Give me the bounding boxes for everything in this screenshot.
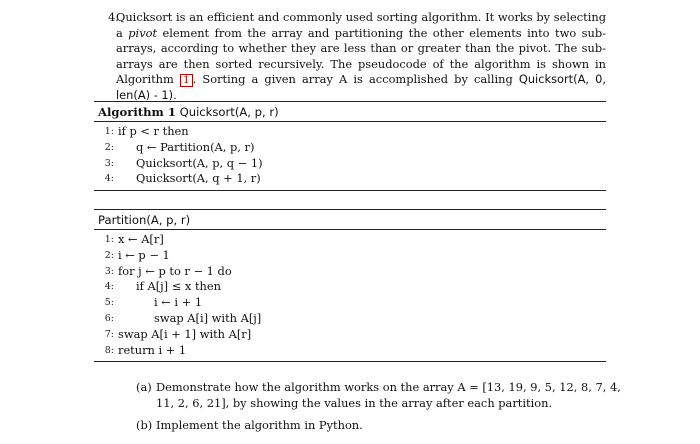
line-number: 3: [104,265,114,277]
code-line [94,327,606,343]
code-line [94,248,606,264]
line-number: 4: [104,173,114,185]
algorithm-1-box [94,101,606,191]
problem-text-3: . Sorting a given array A is accomplished by calling [192,72,519,87]
code-line [94,295,606,311]
code-text: swap A[i + 1] with A[r] [118,326,252,341]
code-line [94,156,606,172]
code-text: q ← Partition(A, p, r) [136,139,255,154]
line-number: 1: [104,234,114,245]
sub-question-text: Demonstrate how the algorithm works on the array A = [13, 19, 9, 5, 12, 8, 7, 4, 11, 2, 6, 21], by showing the values in the array after each partition. [156,380,621,410]
line-number: 6: [104,312,114,324]
code-text: if A[j] ≤ x then [136,279,221,294]
problem-text [116,10,606,104]
bottom-rule [94,361,606,362]
code-text: i ← i + 1 [154,295,203,310]
code-text: Quicksort(A, p, q − 1) [136,155,263,170]
algorithm-1-caption [94,102,606,121]
code-line [94,311,606,327]
sub-question-text: Implement the algorithm in Python. [156,418,363,433]
problem-statement [108,10,606,104]
code-text: if p < r then [118,124,189,138]
code-text: Quicksort(A, q + 1, r) [136,171,261,186]
sub-question-label: (b) [136,418,153,433]
code-text: for j ← p to r − 1 do [118,263,232,278]
line-number: 8: [104,344,114,356]
code-line [94,279,606,295]
line-number: 7: [104,328,114,340]
bottom-rule [94,190,606,191]
line-number: 2: [104,141,114,153]
partition-caption [94,210,606,229]
code-text: swap A[i] with A[j] [154,310,262,325]
sub-question [136,418,636,434]
partition-box [94,209,606,362]
problem-text-2: element from the array and partitioning the other elements into two sub-arrays, according to whether they are less than or greater than the pivot. The sub-arrays are then sorted recursively. The pseudocode of the algorithm is shown in Algorithm [116,25,606,87]
problem-text-1: Quicksort is an efficient and commonly used sorting algorithm. It works by selecting a [116,10,606,40]
code-text: return i + 1 [118,342,187,357]
code-text: i ← p − 1 [118,247,170,262]
sub-question-label: (a) [136,380,152,394]
partition-signature: Partition(A, p, r) [98,213,191,227]
algorithm-1-lines [94,122,606,190]
sub-question [136,380,636,411]
line-number: 4: [104,281,114,293]
pivot-word: pivot [128,25,158,40]
code-line [94,264,606,280]
sub-questions [136,380,636,441]
code-line [94,343,606,359]
line-number: 2: [104,249,114,261]
algorithm-1-signature: Quicksort(A, p, r) [179,105,279,119]
problem-number: 4. [108,10,119,24]
code-text: x ← A[r] [118,232,164,246]
problem-text-4: . [173,87,177,102]
quicksort-call: Quicksort(A, 0, len(A) - 1) [116,72,606,102]
code-line [94,124,606,140]
code-line [94,232,606,248]
algorithm-1-label: Algorithm 1 [98,105,176,119]
partition-lines [94,230,606,361]
line-number: 5: [104,297,114,309]
code-line [94,140,606,156]
code-line [94,171,606,187]
line-number: 3: [104,157,114,169]
line-number: 1: [104,126,114,137]
algorithm-reference-link[interactable]: 1 [180,74,193,87]
